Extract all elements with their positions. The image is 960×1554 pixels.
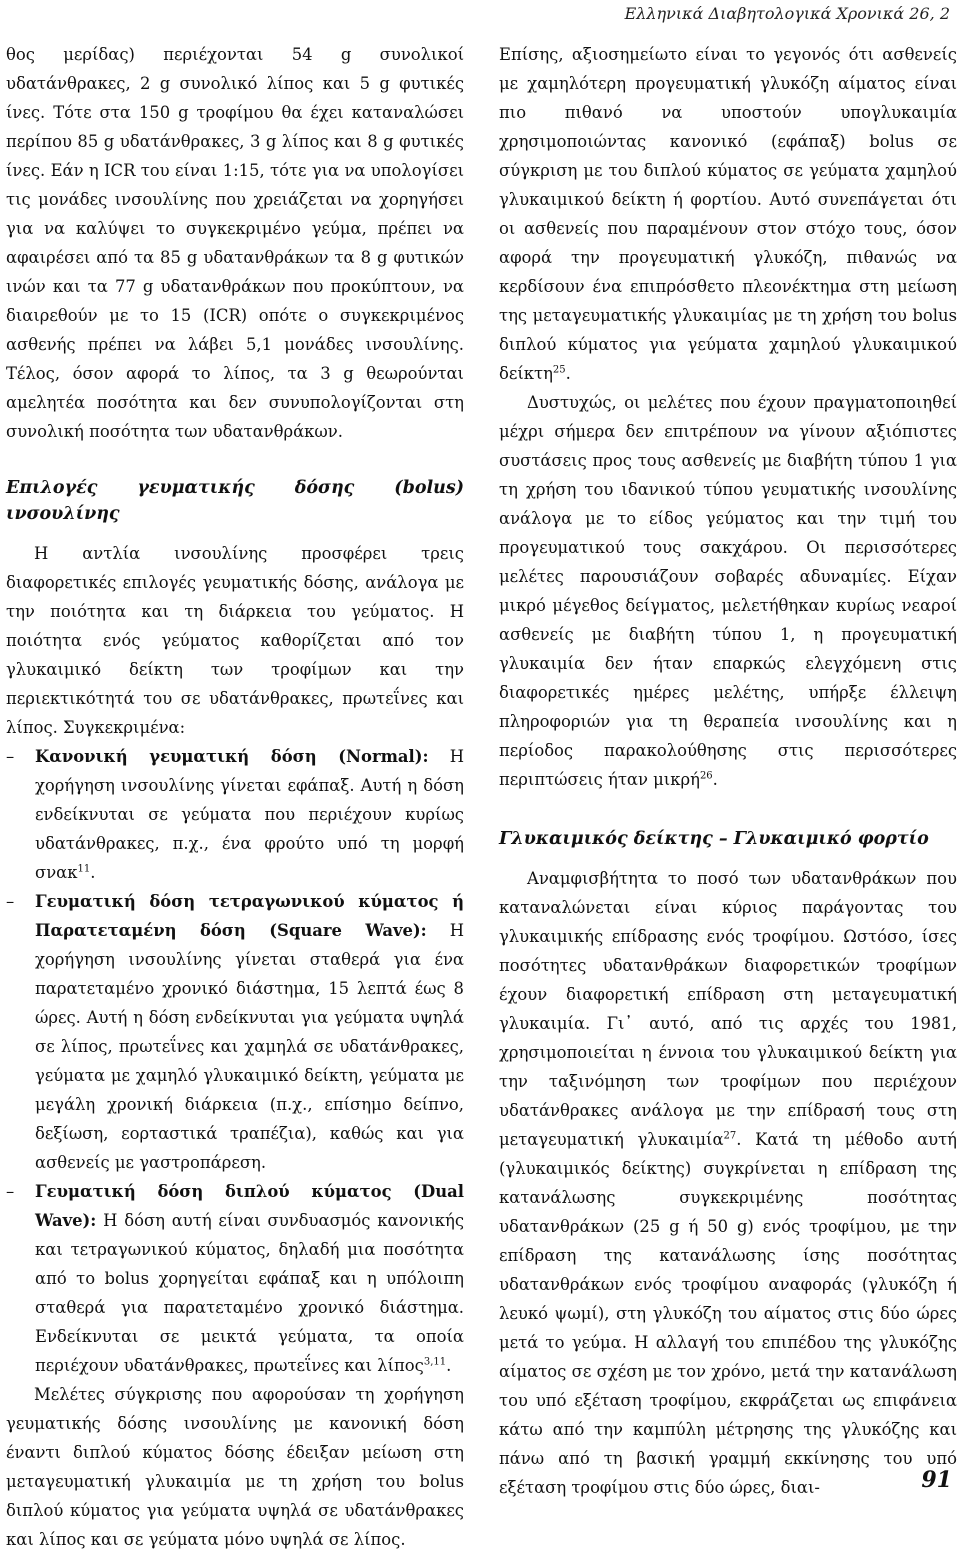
paragraph-text: Δυστυχώς, οι μελέτες που έχουν πραγματοποιηθεί μέχρι σήμερα δεν επιτρέπουν να γίνουν αξιόπιστες συστάσεις προς τους ασθενείς με διαβήτη τύπου 1 για τη χρήση του ιδανικού τύπου γευματικής ινσουλίνης ανάλογα με το είδος γεύματος και την τιμή του προγευματικού τους σακχάρου. Οι περισσότερες μελέτες παρουσιάζουν σοβαρές αδυναμίες. Είχαν μικρό μέγεθος δείγματος, μελετήθηκαν κυρίως νεαροί ασθενείς με διαβήτη τύπου 1, η προγευματική γλυκαιμία δεν ήταν επαρκώς ελεγχόμενη στις διαφορετικές ημέρες μελέτης, υπήρξε έλλειψη πληροφοριών για τη θεραπεία ινσουλίνης και η περίοδος παρακολούθησης στις περισσότερες περιπτώσεις ήταν μικρή	[499, 393, 957, 789]
paragraph	[499, 388, 957, 794]
page-number: 91	[921, 1467, 952, 1493]
list-item-text	[35, 887, 464, 1177]
paragraph-text: Επίσης, αξιοσημείωτο είναι το γεγονός ότι ασθενείς με χαμηλότερη προγευματική γλυκόζη αίματος είναι πιο πιθανό να υποστούν υπογλυκαιμία χρησιμοποιώντας κανονικό (εφάπαξ) bolus σε σύγκριση με του διπλού κύματος σε γεύματα χαμηλού γλυκαιμικού δείκτη ή φορτίου. Αυτό συνεπάγεται ότι οι ασθενείς που παραμένουν στον στόχο τους, όσον αφορά την προγευματική γλυκόζη, πιθανώς να κερδίσουν ένα επιπρόσθετο πλεονέκτημα στη μείωση της μεταγευματικής γλυκαιμίας με τη χρήση του bolus διπλού κύματος για γεύματα χαμηλού γλυκαιμικού δείκτη	[499, 45, 957, 383]
list-item	[6, 887, 464, 1177]
paragraph-tail: .	[565, 364, 571, 383]
paragraph	[499, 40, 957, 388]
citation-ref: 11	[77, 863, 91, 875]
paragraph: Μελέτες σύγκρισης που αφορούσαν τη χορήγηση γευματικής δόσης ινσουλίνης με κανονική δόση έναντι διπλού κύματος δόσης έδειξαν μείωση στη μεταγευματική γλυκαιμία με τη χρήση του bolus διπλού κύματος για γεύματα υψηλά σε υδατάνθρακες και λίπος και σε γεύματα μόνο υψηλά σε λίπος.	[6, 1385, 464, 1549]
list-item-tail: .	[446, 1356, 452, 1375]
list-item-body: Η χορήγηση ινσουλίνης γίνεται σταθερά για ένα παρατεταμένο χρονικό διάστημα, 15 λεπτά έως 8 ώρες. Αυτή η δόση ενδείκνυται για γεύματα υψηλά σε λίπος, πρωτεΐνες και χαμηλά σε υδατάνθρακες, γεύματα με χαμηλό γλυκαιμικό δείκτη, γεύματα με μεγάλη χρονική διάρκεια (π.χ., επίσημο δείπνο, δεξίωση, εορταστικά τραπέζια), καθώς και για ασθενείς με γαστροπάρεση.	[35, 921, 464, 1172]
paragraph	[499, 864, 957, 1502]
paragraph-tail: .	[712, 770, 718, 789]
paragraph-tail: . Κατά τη μέθοδο αυτή (γλυκαιμικός δείκτης) συγκρίνεται η επίδραση της κατανάλωσης συγκεκριμένης ποσότητας υδατανθράκων (25 g ή 50 g) ενός τροφίμου, με την επίδραση της κατανάλωσης ίσης ποσότητας υδατανθράκων ενός τροφίμου αναφοράς (γλυκόζη ή λευκό ψωμί), στη γλυκόζη του αίματος στις δύο ώρες μετά το γεύμα. Η αλλαγή του επιπέδου της γλυκόζης αίματος σε σχέση με τον χρόνο, μετά την κατανάλωση του υπό εξέταση τροφίμου, εκφράζεται ως επιφάνεια κάτω από την καμπύλη μέτρησης της γλυκόζης και πάνω από τη βασική γραμμή εκκίνησης του υπό εξέταση τροφίμου στις δύο ώρες, διαι-	[499, 1130, 957, 1497]
running-head: Ελληνικά Διαβητολογικά Χρονικά 26, 2	[624, 4, 950, 23]
left-column	[6, 40, 464, 1554]
list-item-title: Γευματική δόση τετραγωνικού κύματος ή Παρατεταμένη δόση (Square Wave):	[35, 892, 464, 940]
citation-ref: 27	[723, 1130, 737, 1142]
paragraph: Η αντλία ινσουλίνης προσφέρει τρεις διαφορετικές επιλογές γευματικής δόσης, ανάλογα με την ποιότητα και τη διάρκεια του γεύματος. Η ποιότητα ενός γεύματος καθορίζεται από τον γλυκαιμικό δείκτη των τροφίμων και την περιεκτικότητά του σε υδατάνθρακες, πρωτεΐνες και λίπος. Συγκεκριμένα:	[6, 544, 464, 737]
right-column	[499, 40, 957, 1502]
list-item-body: Η δόση αυτή είναι συνδυασμός κανονικής και τετραγωνικού κύματος, δηλαδή μια ποσότητα από το bolus χορηγείται εφάπαξ και η υπόλοιπη σταθερά για παρατεταμένο χρονικό διάστημα. Ενδείκνυται σε μεικτά γεύματα, τα οποία περιέχουν υδατάνθρακες, πρωτεΐνες και λίπος	[35, 1211, 464, 1375]
citation-ref: 26	[699, 770, 713, 782]
list-item-title: Κανονική γευματική δόση (Normal):	[35, 747, 429, 766]
dash-bullet: –	[6, 1182, 15, 1201]
citation-ref: 25	[552, 364, 566, 376]
citation-ref: 3,11	[423, 1356, 447, 1368]
list-item	[6, 1177, 464, 1380]
list-item-text	[35, 742, 464, 887]
list-item-tail: .	[90, 863, 96, 882]
section-heading: Γλυκαιμικός δείκτης – Γλυκαιμικό φορτίο	[499, 829, 929, 849]
paragraph-text: Αναμφισβήτητα το ποσό των υδατανθράκων που καταναλώνεται είναι κύριος παράγοντας του γλυκαιμικής επίδρασης ενός τροφίμου. Ωστόσο, ίσες ποσότητες υδατανθράκων διαφορετικών τροφίμων έχουν διαφορετική επίδραση στη μεταγευματική γλυκαιμία. Γι᾽ αυτό, από τις αρχές του 1981, χρησιμοποιείται η έννοια του γλυκαιμικού δείκτη για την ταξινόμηση των τροφίμων που περιέχουν υδατάνθρακες ανάλογα με την επίδρασή τους στη μεταγευματική γλυκαιμία	[499, 869, 957, 1149]
section-heading: Επιλογές γευματικής δόσης (bolus) ινσουλίνης	[6, 478, 464, 524]
paragraph: θος μερίδας) περιέχονται 54 g συνολικοί υδατάνθρακες, 2 g συνολικό λίπος και 5 g φυτικές ίνες. Τότε στα 150 g τροφίμου θα έχει καταναλώσει περίπου 85 g υδατάνθρακες, 3 g λίπος και 8 g φυτικές ίνες. Εάν η ICR του είναι 1:15, τότε για να υπολογίσει τις μονάδες ινσουλίνης που χρειάζεται να χορηγήσει για να καλύψει το συγκεκριμένο γεύμα, πρέπει να αφαιρέσει από τα 85 g υδατανθράκων τα 8 g φυτικών ινών και τα 77 g υδατανθράκων που προκύπτουν, να διαιρεθούν με το 15 (ICR) οπότε ο συγκεκριμένος ασθενής πρέπει να λάβει 5,1 μονάδες ινσουλίνης. Τέλος, όσον αφορά το λίπος, τα 3 g θεωρούνται αμελητέα ποσότητα και δεν συνυπολογίζονται στη συνολική ποσότητα των υδατανθράκων.	[6, 45, 464, 441]
dash-bullet: –	[6, 747, 15, 766]
list-item-title: Γευματική δόση διπλού κύματος (Dual Wave):	[35, 1182, 464, 1230]
dash-bullet: –	[6, 892, 15, 911]
list-item-text	[35, 1177, 464, 1380]
list-item	[6, 742, 464, 887]
list-item-body: Η χορήγηση ινσουλίνης γίνεται εφάπαξ. Αυτή η δόση ενδείκνυται σε γεύματα που περιέχουν κυρίως υδατάνθρακες, π.χ., ένα φρούτο υπό τη μορφή σνακ	[35, 747, 464, 882]
